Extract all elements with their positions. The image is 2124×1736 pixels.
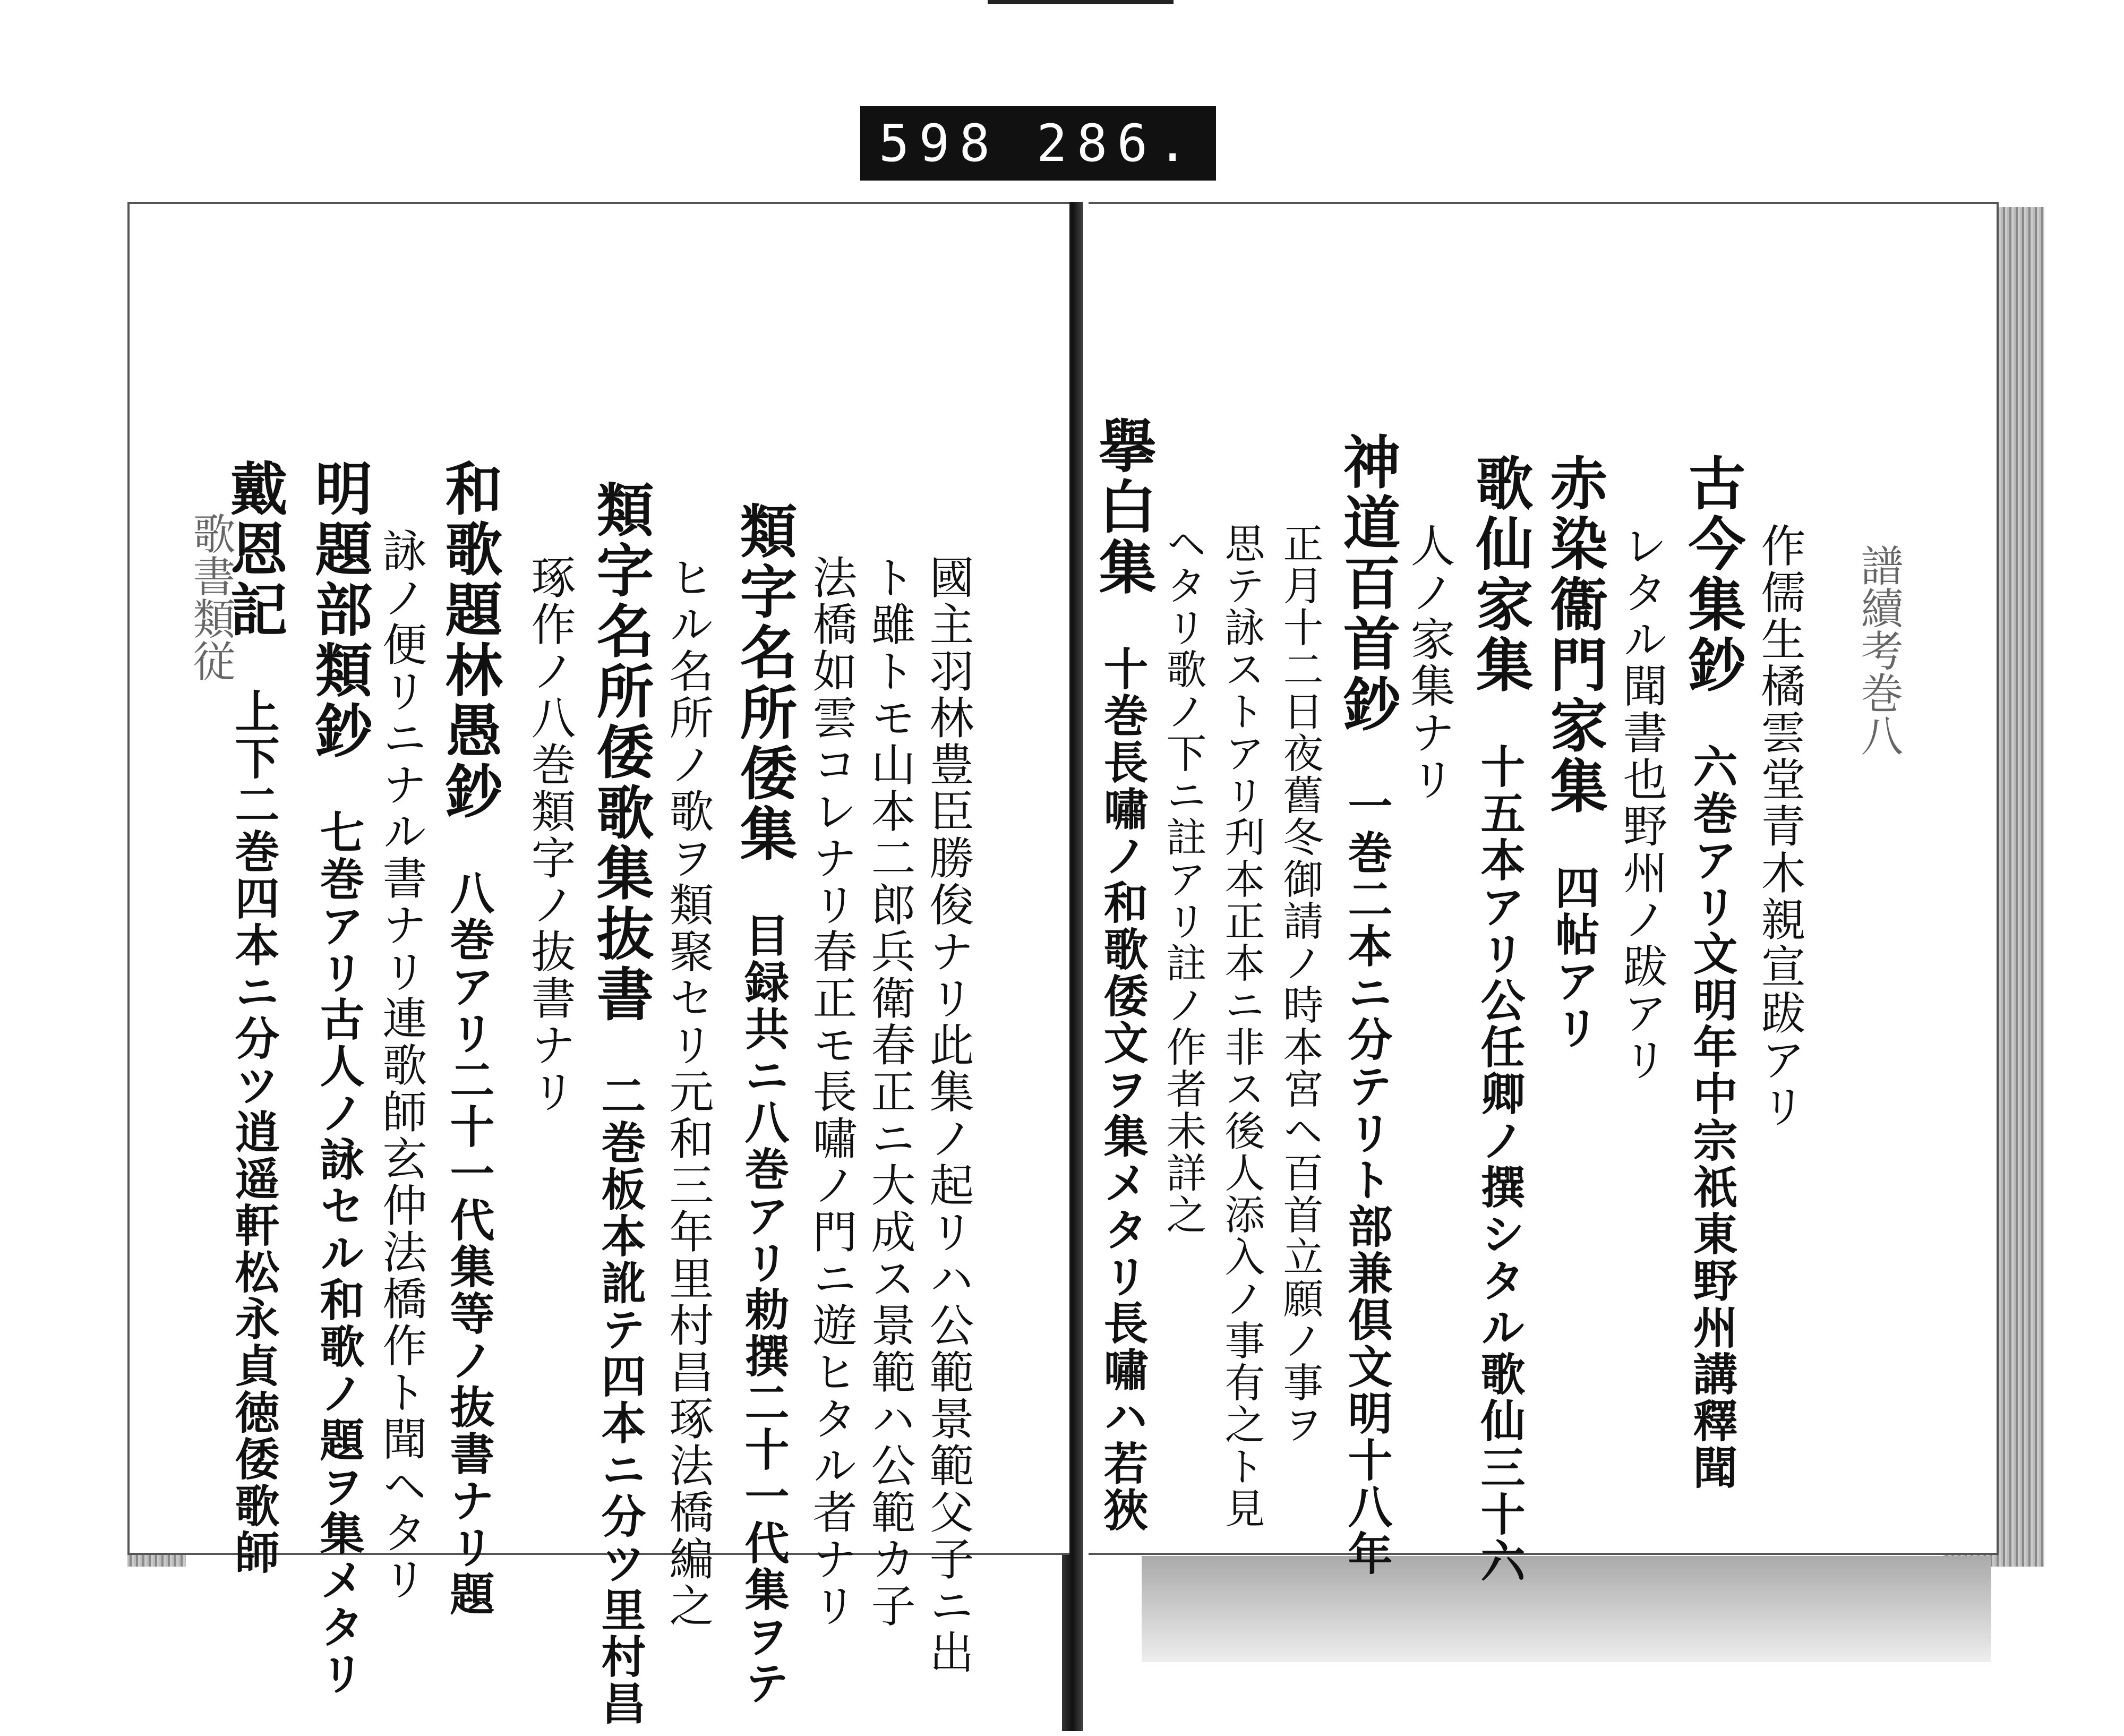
entry-heading: 神道百首鈔一巻二本ニ分テリト部兼倶文明十八年 (1333, 432, 1400, 1577)
right-line-3: レタル聞書也野州ノ跋アリ (1616, 523, 1668, 1083)
left-page (127, 202, 1069, 1727)
left-line-3: 法橋如雲コレナリ春正モ長嘯ノ門ニ遊ヒタル者ナリ (806, 554, 858, 1629)
left-line-7: 琢作ノ八巻類字ノ抜書ナリ (524, 554, 576, 1115)
left-line-9: 詠ノ便リニナル書ナリ連歌師玄仲法橋作ト聞ヘタリ (375, 528, 427, 1603)
right-line-6: 人ノ家集ナリ (1403, 523, 1455, 803)
right-page (1089, 202, 1999, 1585)
entry-heading: 擧白集十巻長嘯ノ和歌倭文ヲ集メタリ長嘯ハ若狹 (1089, 416, 1156, 1534)
entry-heading: 類字名所倭歌集抜書二巻板本訛テ四本ニ分ツ里村昌 (587, 480, 654, 1727)
label-right-number: 286. (1036, 114, 1198, 173)
entry-heading: 歌仙家集十五本アリ公任卿ノ撰シタル歌仙三十六 (1466, 454, 1533, 1585)
entry-heading: 古今集鈔六巻アリ文明年中宗祇東野州講釋聞 (1678, 454, 1745, 1491)
entry-heading: 赤染衞門家集四帖アリ (1540, 454, 1607, 1051)
book-shadow (1142, 1556, 1991, 1662)
catalog-label (860, 106, 1216, 181)
right-line-9: 思テ詠ストアリ刋本正本ニ非ス後人添入ノ事有之ト見 (1218, 523, 1265, 1529)
left-line-1: 國主羽林豊臣勝俊ナリ此集ノ起リハ公範景範父子ニ出 (922, 554, 974, 1676)
entry-heading: 明題部類鈔七巻アリ古人ノ詠セル和歌ノ題ヲ集メタリ (305, 459, 372, 1697)
entry-heading: 和歌題林愚鈔八巻アリ二十一代集等ノ抜書ナリ題 (435, 459, 502, 1618)
left-line-2: ト雖トモ山本二郎兵衛春正ニ大成ス景範ハ公範カ子 (864, 554, 916, 1629)
right-line-8: 正月十二日夜舊冬御請ノ時本宮ヘ百首立願ノ事ヲ (1277, 523, 1324, 1446)
entry-heading: 類字名所倭集目録共ニ八巻アリ勅撰二十一代集ヲテ (730, 501, 797, 1707)
top-rule (988, 0, 1174, 4)
left-line-5: ヒル名所ノ歌ヲ類聚セリ元和三年里村昌琢法橋編之 (662, 554, 714, 1629)
right-line-1: 作儒生橘雲堂青木親宣跋アリ (1754, 523, 1806, 1130)
right-line-10: ヘタリ歌ノ下ニ註アリ註ノ作者未詳之 (1160, 523, 1207, 1236)
label-left-number: 598 (878, 114, 1000, 173)
left-margin-title: 歌書類従 (186, 512, 235, 682)
entry-heading: 戴恩記上下二巻四本ニ分ツ逍遥軒松永貞徳倭歌師 (220, 459, 287, 1576)
right-margin-title: 譜續考巻八 (1854, 544, 1903, 756)
